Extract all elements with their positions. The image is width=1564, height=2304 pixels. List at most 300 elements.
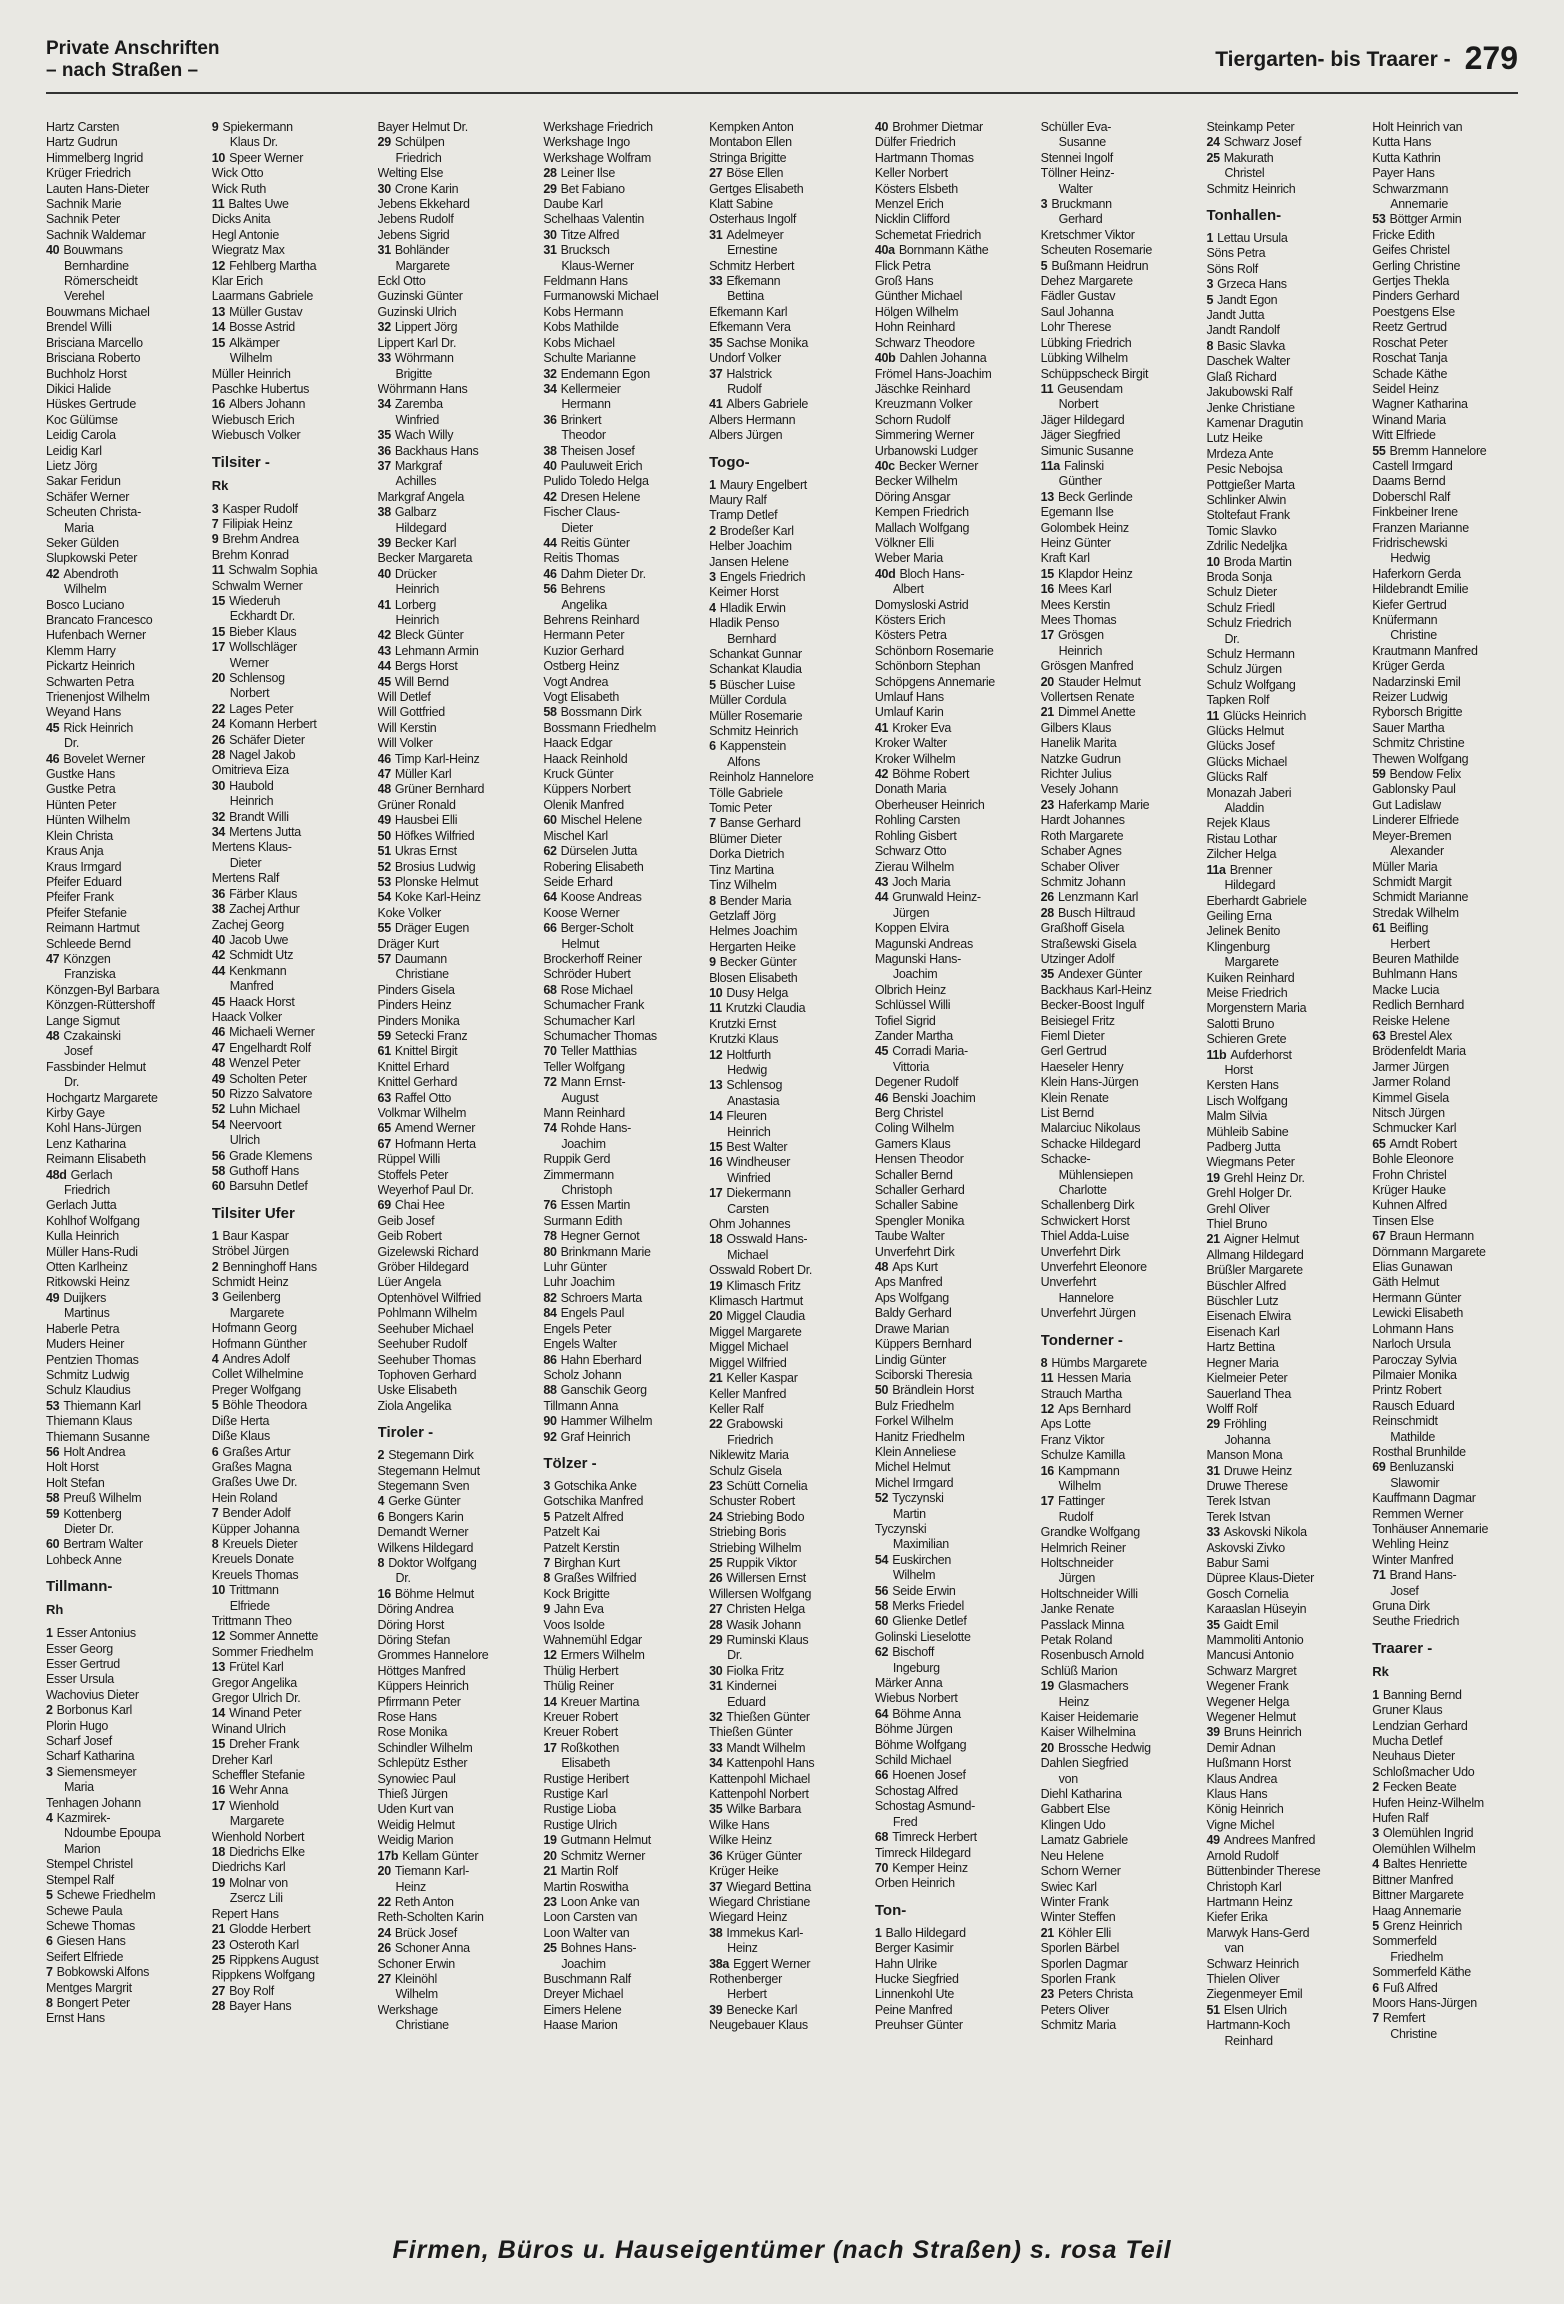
resident-name: Schlüssel Willi xyxy=(874,998,951,1013)
listing-entry xyxy=(875,675,1023,690)
listing-entry xyxy=(1372,336,1520,351)
resident-name: Siemensmeyer xyxy=(56,1764,137,1779)
house-number: 49 xyxy=(211,1071,226,1086)
listing-entry xyxy=(212,1737,360,1752)
listing-entry xyxy=(709,182,857,197)
listing-entry xyxy=(543,1368,691,1383)
resident-name: Bremm Hannelore xyxy=(1389,443,1487,458)
listing-entry xyxy=(378,1556,526,1571)
resident-name: Walter xyxy=(1058,181,1093,196)
resident-name: Gosch Cornelia xyxy=(1206,1586,1289,1601)
resident-name: Setecki Franz xyxy=(394,1028,468,1043)
listing-entry xyxy=(46,474,194,489)
resident-name: Brüßler Margarete xyxy=(1206,1263,1303,1278)
listing-entry xyxy=(709,693,857,708)
listing-entry xyxy=(46,598,194,613)
listing-entry xyxy=(1041,1756,1189,1771)
listing-entry xyxy=(1206,431,1354,446)
house-number: 44 xyxy=(543,535,557,550)
house-number: 1 xyxy=(211,1228,219,1243)
listing-entry xyxy=(378,1075,526,1090)
listing-entry xyxy=(709,413,857,428)
listing-entry xyxy=(709,197,857,212)
listing-entry xyxy=(1206,1741,1354,1756)
resident-name: Werkshage Wolfram xyxy=(543,150,651,165)
resident-name: Glasmachers xyxy=(1057,1679,1129,1694)
resident-name: Gerl Gertrud xyxy=(1040,1044,1107,1059)
resident-name: Holtschneider Willi xyxy=(1040,1586,1138,1601)
listing-entry xyxy=(1372,320,1520,335)
listing-entry xyxy=(1372,1568,1520,1583)
listing-entry xyxy=(1206,1818,1354,1833)
listing-continuation xyxy=(1041,1291,1189,1306)
listing-entry xyxy=(46,937,194,952)
house-number: 31 xyxy=(709,1679,723,1694)
resident-name: Diekermann xyxy=(726,1186,791,1201)
listing-entry xyxy=(709,1541,857,1556)
listing-entry xyxy=(543,860,691,875)
resident-name: Straßewski Gisela xyxy=(1040,936,1137,951)
house-number: 20 xyxy=(1040,1740,1054,1755)
listing-entry xyxy=(46,490,194,505)
listing-entry xyxy=(1206,262,1354,277)
listing-entry xyxy=(1372,1368,1520,1383)
listing-entry xyxy=(875,1214,1023,1229)
listing-entry xyxy=(875,274,1023,289)
listing-entry xyxy=(1041,798,1189,813)
listing-entry xyxy=(378,1710,526,1725)
resident-name: Blümer Dieter xyxy=(709,831,782,846)
resident-name: Redlich Bernhard xyxy=(1372,998,1465,1013)
resident-name: Flick Petra xyxy=(874,258,931,273)
resident-name: Böttger Armin xyxy=(1389,212,1462,227)
listing-entry xyxy=(709,274,857,289)
listing-entry xyxy=(1206,1571,1354,1586)
house-number: 90 xyxy=(543,1414,557,1429)
resident-name: Helmes Joachim xyxy=(709,924,798,939)
resident-name: Berger Kasimir xyxy=(874,1941,954,1956)
resident-name: Fädler Gustav xyxy=(1040,289,1116,304)
listing-entry xyxy=(46,860,194,875)
listing-entry xyxy=(46,1950,194,1965)
listing-entry xyxy=(709,1571,857,1586)
listing-entry xyxy=(543,536,691,551)
resident-name: Brodeßer Karl xyxy=(719,523,794,538)
listing-entry xyxy=(1372,1399,1520,1414)
listing-entry xyxy=(1206,786,1354,801)
listing-entry xyxy=(1206,1448,1354,1463)
resident-name: Guzinski Günter xyxy=(377,289,463,304)
resident-name: Pinders Gerhard xyxy=(1372,289,1460,304)
resident-name: Schild Michael xyxy=(874,1753,952,1768)
resident-name: Schelhaas Valentin xyxy=(543,212,645,227)
resident-name: Winand Ulrich xyxy=(211,1721,286,1736)
resident-name: Patzelt Kerstin xyxy=(543,1540,620,1555)
listing-entry xyxy=(378,212,526,227)
house-number: 51 xyxy=(377,844,391,859)
listing-entry xyxy=(1372,1599,1520,1614)
listing-entry xyxy=(1206,539,1354,554)
listing-entry xyxy=(1372,675,1520,690)
house-number: 35 xyxy=(709,1802,723,1817)
resident-name: Kroker Eva xyxy=(892,720,952,735)
resident-name: Aladdin xyxy=(1224,801,1265,816)
section-title-line2: – nach Straßen – xyxy=(46,60,199,81)
house-number: 23 xyxy=(543,1894,557,1909)
resident-name: Thiemann Klaus xyxy=(46,1414,133,1429)
listing-entry xyxy=(1372,259,1520,274)
listing-continuation xyxy=(875,1661,1023,1676)
listing-entry xyxy=(212,1445,360,1460)
listing-entry xyxy=(1041,860,1189,875)
resident-name: Beifling xyxy=(1389,921,1429,936)
directory-column xyxy=(875,120,1023,2200)
house-number: 26 xyxy=(709,1571,723,1586)
resident-name: Christen Helga xyxy=(726,1602,805,1617)
resident-name: Marwyk Hans-Gerd xyxy=(1206,1925,1310,1940)
house-number: 38 xyxy=(543,443,557,458)
resident-name: Scharf Katharina xyxy=(46,1749,135,1764)
house-number: 48 xyxy=(46,1028,60,1043)
resident-name: Kazmirek- xyxy=(56,1811,111,1826)
listing-continuation xyxy=(1206,632,1354,647)
resident-name: van xyxy=(1224,1941,1244,1956)
house-number: 54 xyxy=(377,890,391,905)
resident-name: Joch Maria xyxy=(892,874,951,889)
listing-entry xyxy=(875,690,1023,705)
resident-name: Lohbeck Anne xyxy=(46,1552,122,1567)
resident-name: Hufenbach Werner xyxy=(46,628,146,643)
house-number: 11 xyxy=(1206,708,1220,723)
listing-entry xyxy=(875,844,1023,859)
resident-name: Morgenstern Maria xyxy=(1206,1001,1307,1016)
listing-entry xyxy=(46,1765,194,1780)
listing-entry xyxy=(212,289,360,304)
resident-name: Gruner Klaus xyxy=(1372,1703,1443,1718)
listing-entry xyxy=(46,1688,194,1703)
resident-name: Schülpen xyxy=(394,135,445,150)
house-number: 66 xyxy=(543,921,557,936)
resident-name: Schwarten Petra xyxy=(46,674,134,689)
resident-name: Neugebauer Klaus xyxy=(709,2018,808,2033)
resident-name: Lendzian Gerhard xyxy=(1372,1718,1468,1733)
resident-name: Annemarie xyxy=(1390,197,1448,212)
listing-entry xyxy=(543,1787,691,1802)
listing-entry xyxy=(378,1602,526,1617)
listing-entry xyxy=(875,1460,1023,1475)
listing-entry xyxy=(212,964,360,979)
listing-entry xyxy=(46,536,194,551)
listing-entry xyxy=(378,659,526,674)
resident-name: Salotti Bruno xyxy=(1206,1016,1275,1031)
resident-name: Preuß Wilhelm xyxy=(63,1491,142,1506)
resident-name: Geib Josef xyxy=(377,1213,435,1228)
listing-entry xyxy=(543,1306,691,1321)
resident-name: Baltes Henriette xyxy=(1382,1857,1468,1872)
resident-name: Berger-Scholt xyxy=(560,921,634,936)
resident-name: Hoenen Josef xyxy=(892,1768,966,1783)
resident-name: Mühleib Sabine xyxy=(1206,1124,1289,1139)
house-number: 60 xyxy=(874,1614,889,1629)
resident-name: Vogt Elisabeth xyxy=(543,690,620,705)
listing-entry xyxy=(543,274,691,289)
listing-entry xyxy=(709,1787,857,1802)
resident-name: Gäth Helmut xyxy=(1372,1275,1440,1290)
listing-entry xyxy=(1041,1137,1189,1152)
resident-name: Hildegard xyxy=(1224,878,1276,893)
resident-name: Dehez Margarete xyxy=(1040,274,1133,289)
resident-name: Fuß Alfred xyxy=(1382,1980,1438,1995)
resident-name: Pinders Gisela xyxy=(377,982,455,997)
resident-name: Unverfehrt Dirk xyxy=(1040,1244,1121,1259)
resident-name: Bayer Helmut Dr. xyxy=(377,120,468,134)
listing-entry xyxy=(1372,613,1520,628)
resident-name: Pinders Monika xyxy=(377,1013,460,1028)
house-number: 46 xyxy=(46,751,60,766)
listing-entry xyxy=(378,289,526,304)
listing-entry xyxy=(378,1044,526,1059)
listing-entry xyxy=(875,289,1023,304)
listing-continuation xyxy=(1372,1476,1520,1491)
listing-entry xyxy=(875,166,1023,181)
resident-name: Jahn Eva xyxy=(553,1602,604,1617)
resident-name: Rose Michael xyxy=(560,982,633,997)
listing-entry xyxy=(1372,1996,1520,2011)
resident-name: Grenz Heinrich xyxy=(1382,1918,1463,1933)
listing-entry xyxy=(709,1217,857,1232)
listing-entry xyxy=(378,1725,526,1740)
listing-entry xyxy=(709,1479,857,1494)
listing-continuation xyxy=(709,1171,857,1186)
listing-entry xyxy=(543,135,691,150)
listing-entry xyxy=(709,1510,857,1525)
resident-name: Hildegard xyxy=(395,520,447,535)
listing-entry xyxy=(1041,536,1189,551)
listing-entry xyxy=(543,413,691,428)
listing-continuation xyxy=(543,937,691,952)
listing-entry xyxy=(875,305,1023,320)
listing-entry xyxy=(875,1476,1023,1491)
house-number: 4 xyxy=(46,1811,53,1826)
resident-name: Striebing Boris xyxy=(709,1525,786,1540)
listing-entry xyxy=(1041,1014,1189,1029)
resident-name: Rejek Klaus xyxy=(1206,816,1270,831)
listing-entry xyxy=(543,875,691,890)
listing-entry xyxy=(378,1106,526,1121)
listing-entry xyxy=(378,1137,526,1152)
resident-name: Schmitz Ludwig xyxy=(46,1367,130,1382)
listing-entry xyxy=(212,625,360,640)
resident-name: Malm Silvia xyxy=(1206,1109,1268,1124)
listing-entry xyxy=(875,551,1023,566)
resident-name: Färber Klaus xyxy=(229,886,298,901)
resident-name: Wick Otto xyxy=(211,166,264,181)
listing-entry xyxy=(709,585,857,600)
house-number: 2 xyxy=(46,1703,53,1718)
resident-name: Abendroth xyxy=(63,566,119,581)
listing-entry xyxy=(1206,524,1354,539)
listing-entry xyxy=(1041,1618,1189,1633)
resident-name: Brand Hans- xyxy=(1389,1568,1457,1583)
listing-entry xyxy=(46,1060,194,1075)
house-number: 52 xyxy=(874,1491,889,1506)
listing-entry xyxy=(1041,875,1189,890)
resident-name: Grabowski xyxy=(726,1417,783,1432)
resident-name: Menzel Erich xyxy=(874,197,944,212)
listing-entry xyxy=(875,1044,1023,1059)
listing-entry xyxy=(875,1614,1023,1629)
resident-name: Hartmann Thomas xyxy=(874,150,974,165)
listing-entry xyxy=(875,1645,1023,1660)
listing-entry xyxy=(378,490,526,505)
listing-entry xyxy=(212,1768,360,1783)
resident-name: Hladik Penso xyxy=(709,616,780,631)
listing-entry xyxy=(378,813,526,828)
resident-name: Marion xyxy=(64,1841,101,1856)
listing-entry xyxy=(1206,1464,1354,1479)
resident-name: Hölgen Wilhelm xyxy=(874,304,959,319)
listing-entry xyxy=(543,2018,691,2033)
listing-entry xyxy=(709,878,857,893)
house-number: 32 xyxy=(377,320,391,335)
resident-name: Gerlach xyxy=(70,1167,113,1182)
listing-entry xyxy=(543,1430,691,1445)
resident-name: Schostag Asmund- xyxy=(874,1799,975,1814)
street-heading: Ton- xyxy=(874,1901,907,1919)
resident-name: Ziola Angelika xyxy=(377,1398,452,1413)
listing-entry xyxy=(875,1368,1023,1383)
house-number: 34 xyxy=(709,1756,723,1771)
resident-name: Mandt Wilhelm xyxy=(726,1740,806,1755)
resident-name: Böhme Helmut xyxy=(394,1586,474,1601)
listing-entry xyxy=(1041,197,1189,212)
listing-entry xyxy=(875,1322,1023,1337)
listing-entry xyxy=(378,1383,526,1398)
resident-name: Scharf Josef xyxy=(46,1734,112,1749)
house-number: 3 xyxy=(709,569,716,584)
listing-entry xyxy=(543,721,691,736)
resident-name: Bohländer xyxy=(394,243,450,258)
listing-entry xyxy=(1372,1873,1520,1888)
resident-name: Becker Werner xyxy=(898,458,979,473)
resident-name: Kreuer Robert xyxy=(543,1710,618,1725)
house-number: 74 xyxy=(543,1121,557,1136)
listing-entry xyxy=(543,1664,691,1679)
resident-name: Hartz Bettina xyxy=(1206,1340,1275,1355)
listing-entry xyxy=(1206,1232,1354,1247)
resident-name: Beck Gerlinde xyxy=(1057,489,1133,504)
listing-entry xyxy=(1206,585,1354,600)
resident-name: Schmucker Karl xyxy=(1372,1121,1457,1136)
resident-name: Wilhelm xyxy=(892,1568,936,1583)
listing-entry xyxy=(46,890,194,905)
house-number: 44 xyxy=(874,890,889,905)
listing-entry xyxy=(875,1784,1023,1799)
listing-entry xyxy=(1041,2003,1189,2018)
resident-name: Wenzel Peter xyxy=(229,1056,301,1071)
listing-continuation xyxy=(1041,1772,1189,1787)
listing-entry xyxy=(1372,1965,1520,1980)
listing-entry xyxy=(1372,567,1520,582)
house-number: 38a xyxy=(709,1956,730,1971)
resident-name: Schulz Wolfgang xyxy=(1206,677,1296,692)
listing-entry xyxy=(1041,1371,1189,1386)
listing-entry xyxy=(543,1587,691,1602)
listing-entry xyxy=(543,1910,691,1925)
resident-name: Ristau Lothar xyxy=(1206,831,1277,846)
listing-entry xyxy=(212,1164,360,1179)
listing-entry xyxy=(46,1430,194,1445)
resident-name: Schmitz Herbert xyxy=(709,258,795,273)
listing-entry xyxy=(875,243,1023,258)
resident-name: Simmering Werner xyxy=(874,428,975,443)
house-number: 23 xyxy=(709,1478,723,1493)
listing-entry xyxy=(543,243,691,258)
street-heading: Tilsiter - xyxy=(211,453,270,471)
resident-name: Banning Bernd xyxy=(1382,1687,1462,1702)
resident-name: Simunic Susanne xyxy=(1040,443,1134,458)
house-number: 47 xyxy=(377,767,391,782)
resident-name: Olemühlen Ingrid xyxy=(1382,1826,1474,1841)
listing-entry xyxy=(1372,1260,1520,1275)
resident-name: Bouwmans Michael xyxy=(46,304,150,319)
listing-entry xyxy=(378,890,526,905)
house-number: 42 xyxy=(874,767,889,782)
resident-name: Bet Fabiano xyxy=(560,181,625,196)
listing-entry xyxy=(1041,166,1189,181)
listing-entry xyxy=(1372,1553,1520,1568)
resident-name: Arnold Rudolf xyxy=(1206,1848,1279,1863)
resident-name: Elias Gunawan xyxy=(1372,1260,1453,1275)
house-number: 56 xyxy=(543,582,557,597)
resident-name: Holt Stefan xyxy=(46,1475,105,1490)
listing-entry xyxy=(1372,875,1520,890)
resident-name: Umlauf Karin xyxy=(874,705,944,720)
resident-name: Horst xyxy=(1224,1062,1253,1077)
resident-name: Glücks Michael xyxy=(1206,754,1287,769)
resident-name: Müller Karl xyxy=(394,767,452,782)
resident-name: Roßkothen xyxy=(560,1740,620,1755)
resident-name: Schulze Kamilla xyxy=(1040,1448,1126,1463)
house-number: 16 xyxy=(377,1586,391,1601)
resident-name: Bongers Karin xyxy=(388,1509,464,1524)
resident-name: Merks Friedel xyxy=(892,1599,964,1613)
resident-name: Krüger Friedrich xyxy=(46,166,131,181)
listing-entry xyxy=(378,1399,526,1414)
resident-name: Schmidt Heinz xyxy=(211,1275,289,1290)
listing-entry xyxy=(543,1864,691,1879)
resident-name: Becker Margareta xyxy=(377,551,473,566)
house-number: 12 xyxy=(211,258,226,273)
resident-name: Michel Helmut xyxy=(874,1460,951,1475)
resident-name: Tapken Rolf xyxy=(1206,693,1270,708)
resident-name: Margarete xyxy=(1224,955,1279,970)
listing-entry xyxy=(709,1556,857,1571)
resident-name: Kroker Walter xyxy=(874,736,947,751)
resident-name: Christiane xyxy=(395,2018,449,2033)
listing-entry xyxy=(543,829,691,844)
resident-name: Bergs Horst xyxy=(394,659,458,674)
resident-name: Maury Engelbert xyxy=(719,477,807,492)
resident-name: Fred xyxy=(892,1814,918,1829)
listing-entry xyxy=(1206,1494,1354,1509)
resident-name: Karaaslan Hüseyin xyxy=(1206,1602,1307,1617)
resident-name: Allmang Hildegard xyxy=(1206,1247,1304,1262)
listing-entry xyxy=(1206,1017,1354,1032)
resident-name: Sporlen Frank xyxy=(1040,1971,1116,1986)
resident-name: Brändlein Horst xyxy=(892,1383,974,1398)
listing-entry xyxy=(1206,678,1354,693)
